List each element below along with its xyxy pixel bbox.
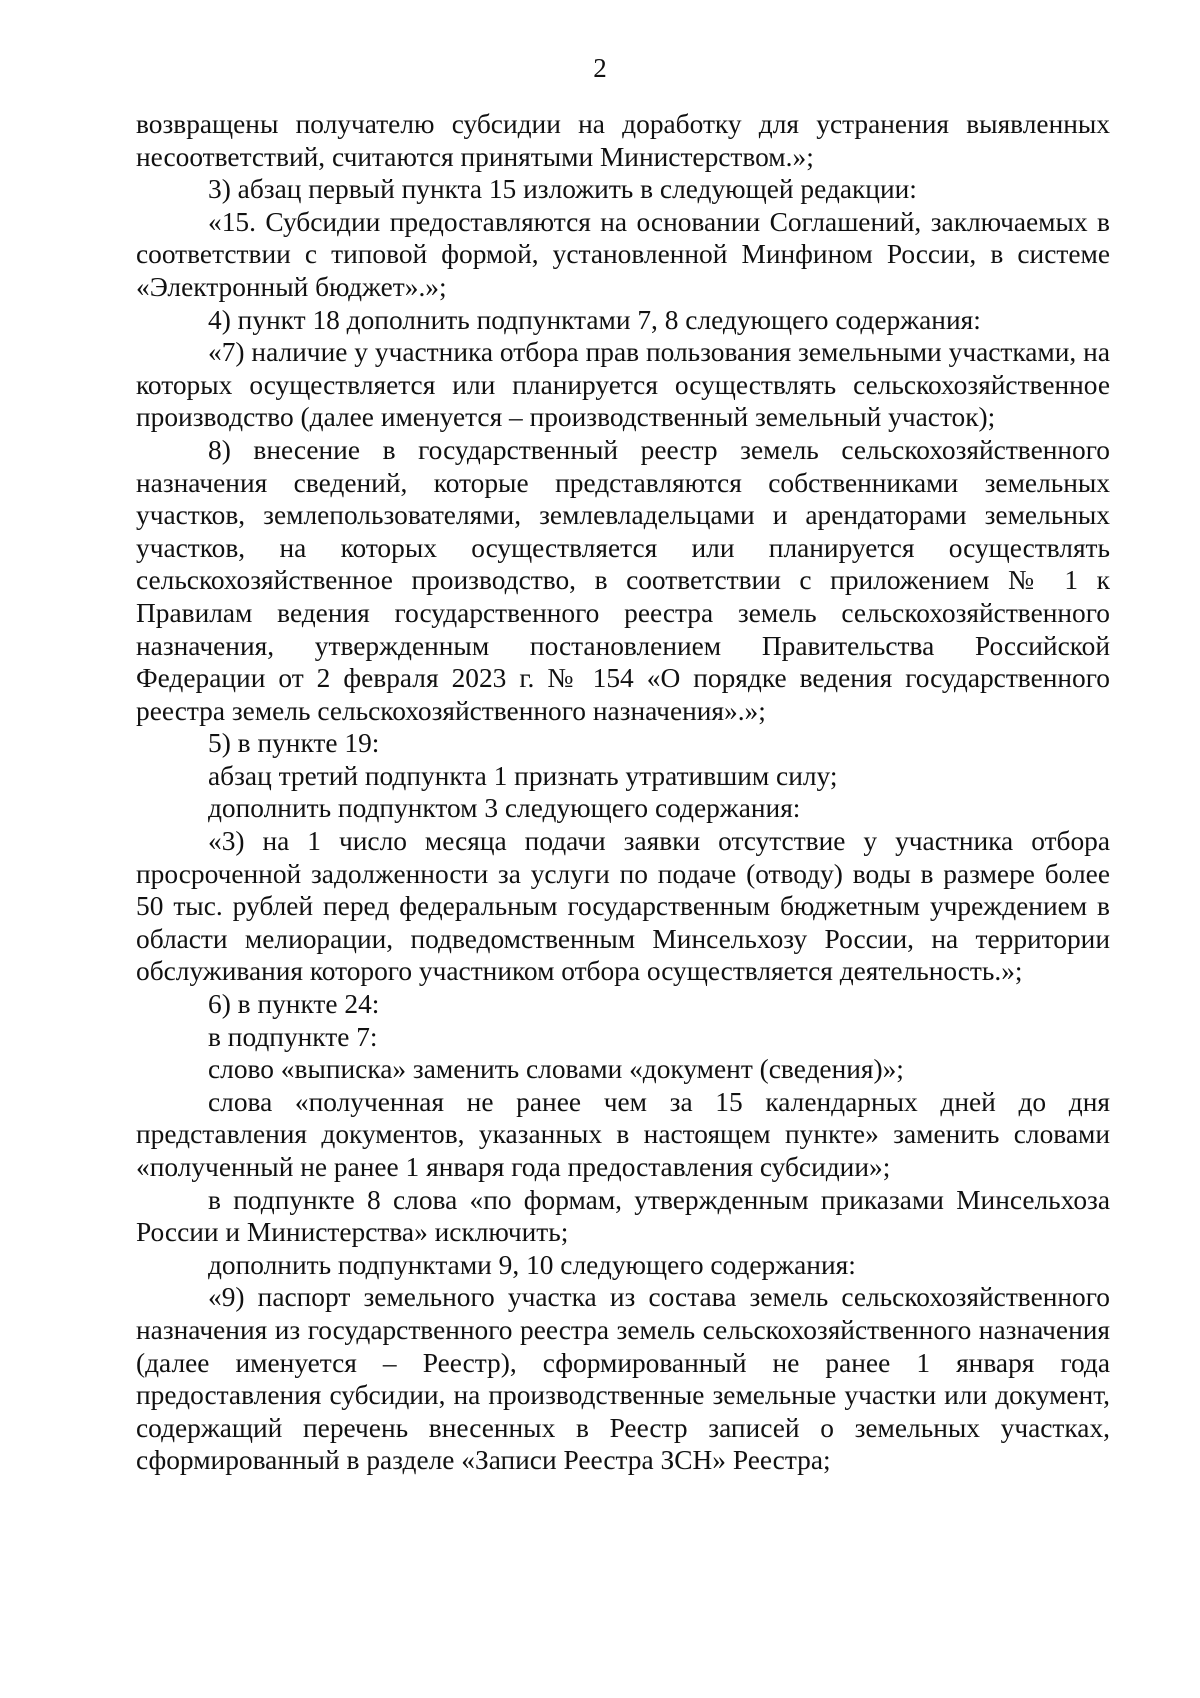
paragraph: «3) на 1 число месяца подачи заявки отсутствие у участника отбора просроченной задолженности за услуги по подаче (отводу) воды в размере более 50 тыс. рублей перед федеральным государственным бюджетным учреждением в области мелиорации, подведомственным Минсельхозу России, на территории обслуживания которого участником отбора осуществляется деятельность.»; <box>136 826 1110 987</box>
paragraph: в подпункте 7: <box>208 1021 378 1052</box>
paragraph: в подпункте 8 слова «по формам, утвержденным приказами Минсельхоза России и Министерства» исключить; <box>136 1184 1110 1248</box>
paragraph: 5) в пункте 19: <box>208 728 380 759</box>
paragraph: «15. Субсидии предоставляются на основании Соглашений, заключаемых в соответствии с типовой формой, установленной Минфином России, в системе «Электронный бюджет».»; <box>136 206 1110 302</box>
paragraph: слово «выписка» заменить словами «документ (сведения)»; <box>208 1054 904 1085</box>
paragraph: 6) в пункте 24: <box>208 989 380 1020</box>
paragraph: «7) наличие у участника отбора прав пользования земельными участками, на которых осуществляется или планируется осуществлять сельскохозяйственное производство (далее именуется – производственный земельный участок); <box>136 337 1110 433</box>
paragraph: абзац третий подпункта 1 признать утратившим силу; <box>208 760 838 791</box>
paragraph: слова «полученная не ранее чем за 15 календарных дней до дня представления документов, указанных в настоящем пункте» заменить словами «полученный не ранее 1 января года предоставления субсидии»; <box>136 1086 1110 1182</box>
page-number: 2 <box>593 53 607 83</box>
paragraph: 3) абзац первый пункта 15 изложить в следующей редакции: <box>208 174 917 205</box>
paragraph: возвращены получателю субсидии на доработку для устранения выявленных несоответствий, считаются принятыми Министерством.»; <box>136 109 1110 172</box>
document-body <box>136 108 1110 1477</box>
paragraph: дополнить подпунктами 9, 10 следующего содержания: <box>208 1249 856 1280</box>
paragraph: дополнить подпунктом 3 следующего содержания: <box>208 793 801 824</box>
paragraph: «9) паспорт земельного участка из состава земель сельскохозяйственного назначения из государственного реестра земель сельскохозяйственного назначения (далее именуется – Реестр), сформированный не ранее 1 января года предоставления субсидии, на производственные земельные участки или документ, содержащий перечень внесенных в Реестр записей о земельных участках, сформированный в разделе «Записи Реестра ЗСН» Реестра; <box>136 1282 1110 1476</box>
paragraph: 4) пункт 18 дополнить подпунктами 7, 8 следующего содержания: <box>208 304 981 335</box>
paragraph: 8) внесение в государственный реестр земель сельскохозяйственного назначения сведений, которые представляются собственниками земельных участков, землепользователями, землевладельцами и арендаторами земельных участков, на которых осуществляется или планируется осуществлять сельскохозяйственное производство, в соответствии с приложением № 1 к Правилам ведения государственного реестра земель сельскохозяйственного назначения, утвержденным постановлением Правительства Российской Федерации от 2 февраля 2023 г. № 154 «О порядке ведения государственного реестра земель сельскохозяйственного назначения».»; <box>136 434 1110 726</box>
